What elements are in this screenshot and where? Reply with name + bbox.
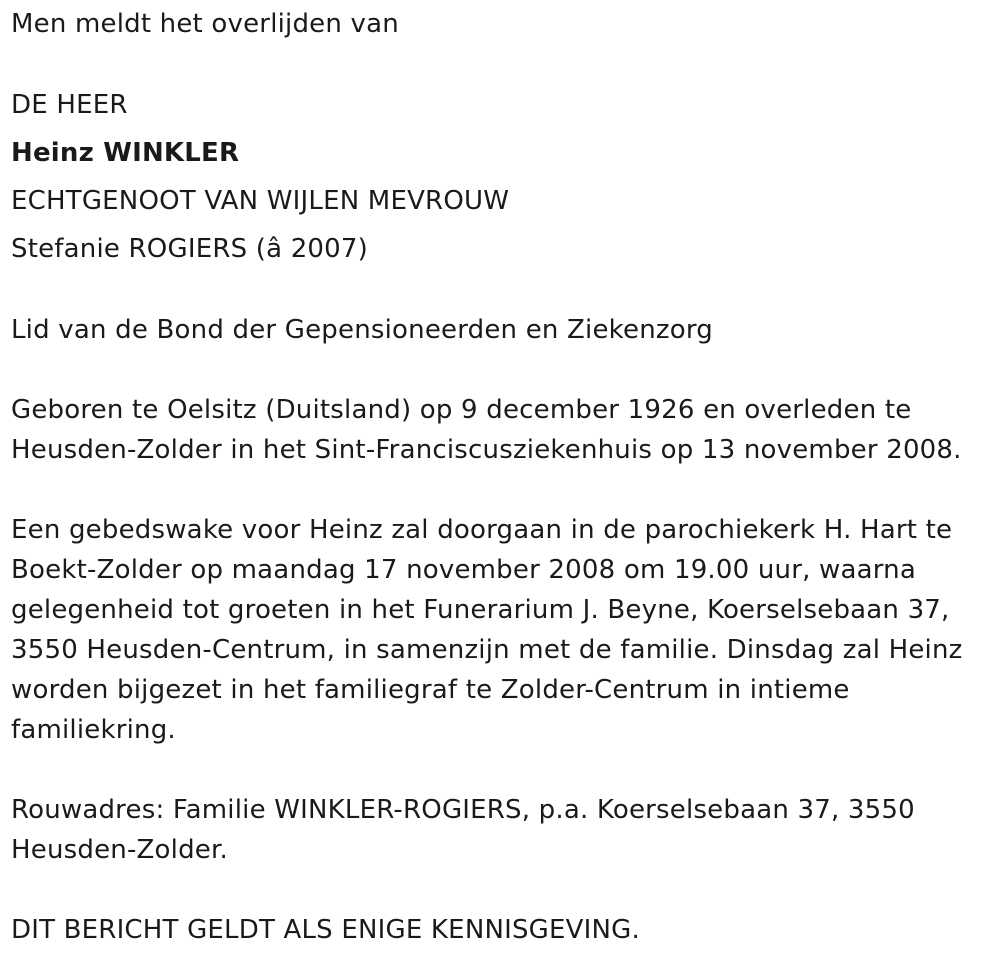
address-line-1: Rouwadres: Familie WINKLER-ROGIERS, p.a. Koerselsebaan 37, 3550 [11,795,915,825]
wake-line-6: familiekring. [11,715,176,745]
membership-text: Lid van de Bond der Gepensioneerden en Ziekenzorg [11,315,713,345]
honorific: DE HEER [11,90,128,120]
closing-text: DIT BERICHT GELDT ALS ENIGE KENNISGEVING. [11,915,640,945]
wake-line-2: Boekt-Zolder op maandag 17 november 2008 om 19.00 uur, waarna [11,555,916,585]
birth-death-line-2: Heusden-Zolder in het Sint-Franciscusziekenhuis op 13 november 2008. [11,435,962,465]
wake-line-3: gelegenheid tot groeten in het Funerarium J. Beyne, Koerselsebaan 37, [11,595,950,625]
birth-death-line-1: Geboren te Oelsitz (Duitsland) op 9 december 1926 en overleden te [11,395,912,425]
wake-line-4: 3550 Heusden-Centrum, in samenzijn met de familie. Dinsdag zal Heinz [11,635,963,665]
deceased-name: Heinz WINKLER [11,138,240,168]
wake-line-5: worden bijgezet in het familiegraf te Zolder-Centrum in intieme [11,675,850,705]
spouse-name: Stefanie ROGIERS (â 2007) [11,234,369,264]
address-line-2: Heusden-Zolder. [11,835,228,865]
wake-line-1: Een gebedswake voor Heinz zal doorgaan in de parochiekerk H. Hart te [11,515,953,545]
spouse-label: ECHTGENOOT VAN WIJLEN MEVROUW [11,186,510,216]
intro-text: Men meldt het overlijden van [11,9,399,39]
